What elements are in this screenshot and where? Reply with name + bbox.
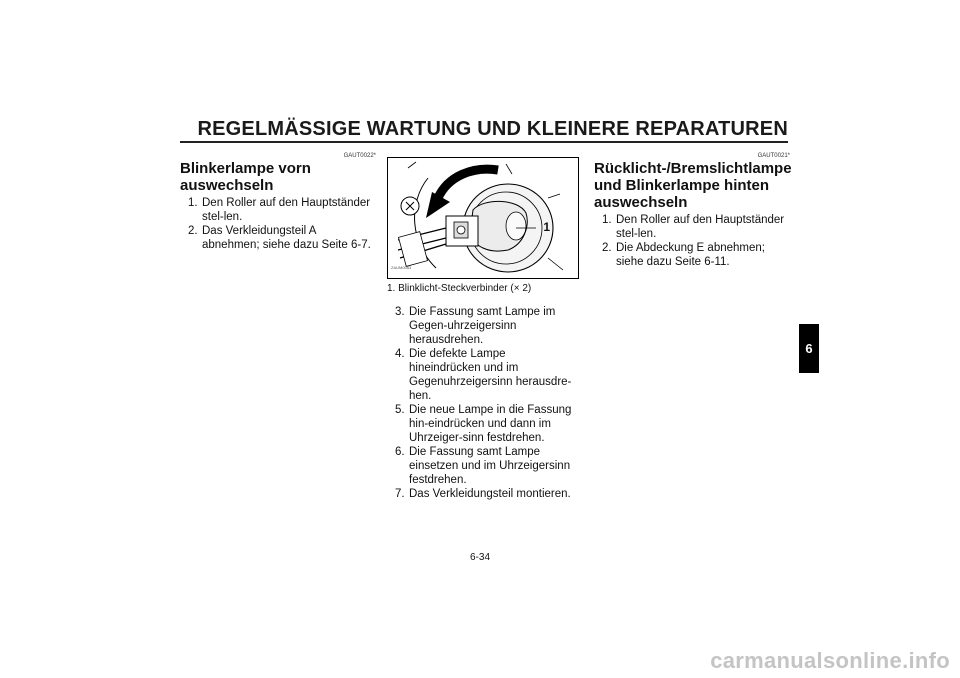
step-number: 2. [602,242,612,254]
section-heading: Blinkerlampe vorn auswechseln [180,160,311,194]
figure-caption: 1. Blinklicht-Steckverbinder (× 2) [387,283,532,294]
section-heading: Rücklicht-/Bremslichtlampe und Blinkerlampe hinten auswechseln [594,160,792,211]
watermark: carmanualsonline.info [710,648,950,673]
page-number: 6-34 [469,552,490,563]
step-item [387,347,580,403]
chapter-tab: 6 [799,324,819,373]
figure-code: ZAUM0083 [391,265,412,270]
step-list [180,196,376,252]
step-number: 5. [395,404,405,416]
step-item [594,241,790,269]
figure-callout-number: 1 [543,220,550,234]
step-list [594,213,790,269]
step-item [594,213,790,241]
step-number: 3. [395,306,405,318]
right-column [594,152,790,269]
step-text: Die Fassung samt Lampe im Gegen-uhrzeigersinn herausdrehen. [409,306,556,346]
step-item [180,196,376,224]
step-number: 2. [188,225,198,237]
step-number: 1. [188,197,198,209]
page-header-title: REGELMÄSSIGE WARTUNG UND KLEINERE REPARATUREN [197,118,788,140]
step-number: 7. [395,488,405,500]
step-item [387,445,580,487]
step-number: 4. [395,348,405,360]
section-code: GAUT0022* [343,153,376,159]
step-item [180,224,376,252]
step-item [387,403,580,445]
step-list [387,305,580,501]
step-text: Das Verkleidungsteil montieren. [409,488,571,500]
step-item [387,305,580,347]
step-item [387,487,580,501]
step-number: 6. [395,446,405,458]
step-number: 1. [602,214,612,226]
middle-column [387,152,580,501]
section-code: GAUT0021* [757,153,790,159]
step-text: Den Roller auf den Hauptständer stel-len. [616,214,785,240]
lamp-illustration [387,157,579,279]
step-text: Die neue Lampe in die Fassung hin-eindrücken und dann im Uhrzeiger-sinn festdrehen. [409,404,572,444]
step-text: Den Roller auf den Hauptständer stel-len. [202,197,371,223]
step-text: Die Abdeckung E abnehmen; siehe dazu Seite 6-11. [616,242,765,268]
step-text: Die defekte Lampe hineindrücken und im Gegenuhrzeigersinn herausdre-hen. [409,348,572,402]
left-column [180,152,376,252]
header-rule [180,141,788,143]
step-text: Die Fassung samt Lampe einsetzen und im Uhrzeigersinn festdrehen. [409,446,571,486]
lamp-drawing [388,158,578,278]
step-text: Das Verkleidungsteil A abnehmen; siehe dazu Seite 6-7. [202,225,371,251]
